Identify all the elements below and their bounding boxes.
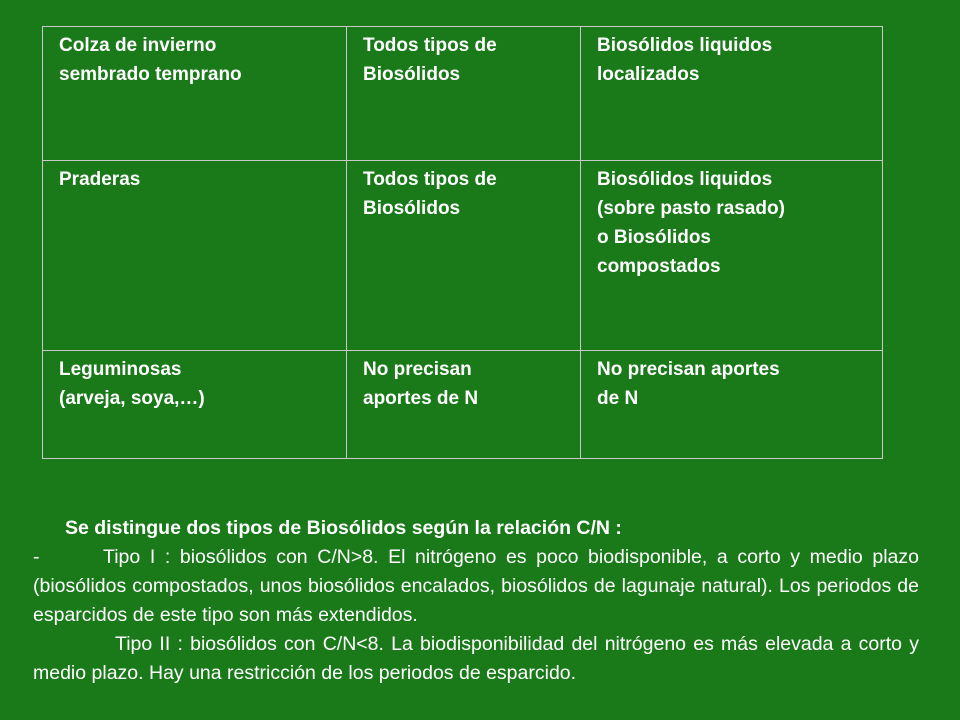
- cell-text: Leguminosas (arveja, soya,…): [59, 359, 205, 409]
- list-dash: -: [33, 546, 40, 568]
- cell-text: No precisan aportes de N: [597, 359, 780, 409]
- tipo-1-text: Tipo I : biosólidos con C/N>8. El nitrógeno es poco biodisponible, a corto y medio plazo (biosólidos compostados, unos biosólidos encalados, biosólidos de lagunaje natural). Los periodos de esparcidos de este tipo son más extendidos.: [33, 546, 919, 626]
- table-row: [43, 351, 883, 459]
- cell-text: No precisan aportes de N: [363, 359, 479, 409]
- cell-text: Praderas: [59, 169, 141, 190]
- table-cell-crop: [43, 351, 347, 459]
- cell-text: Todos tipos de Biosólidos: [363, 169, 497, 219]
- table-cell-biosolid-types: [347, 27, 581, 161]
- section-heading: Se distingue dos tipos de Biosólidos según la relación C/N :: [65, 517, 622, 539]
- table-cell-recommended: [581, 27, 883, 161]
- crop-biosolids-table: [42, 26, 883, 459]
- cell-text: Biosólidos liquidos (sobre pasto rasado) o Biosólidos compostados: [597, 169, 785, 277]
- table-row: [43, 27, 883, 161]
- cell-text: Colza de invierno sembrado temprano: [59, 35, 242, 85]
- table-cell-biosolid-types: [347, 161, 581, 351]
- table-cell-crop: [43, 27, 347, 161]
- table-cell-recommended: [581, 161, 883, 351]
- tipo-1-paragraph: [33, 543, 919, 630]
- table-cell-biosolid-types: [347, 351, 581, 459]
- biosolids-explanation: [33, 514, 919, 688]
- table-row: [43, 161, 883, 351]
- table-cell-crop: [43, 161, 347, 351]
- cell-text: Biosólidos liquidos localizados: [597, 35, 773, 85]
- tipo-2-paragraph: Tipo II : biosólidos con C/N<8. La biodisponibilidad del nitrógeno es más elevada a corto y medio plazo. Hay una restricción de los periodos de esparcido.: [33, 633, 919, 684]
- table-cell-recommended: [581, 351, 883, 459]
- cell-text: Todos tipos de Biosólidos: [363, 35, 497, 85]
